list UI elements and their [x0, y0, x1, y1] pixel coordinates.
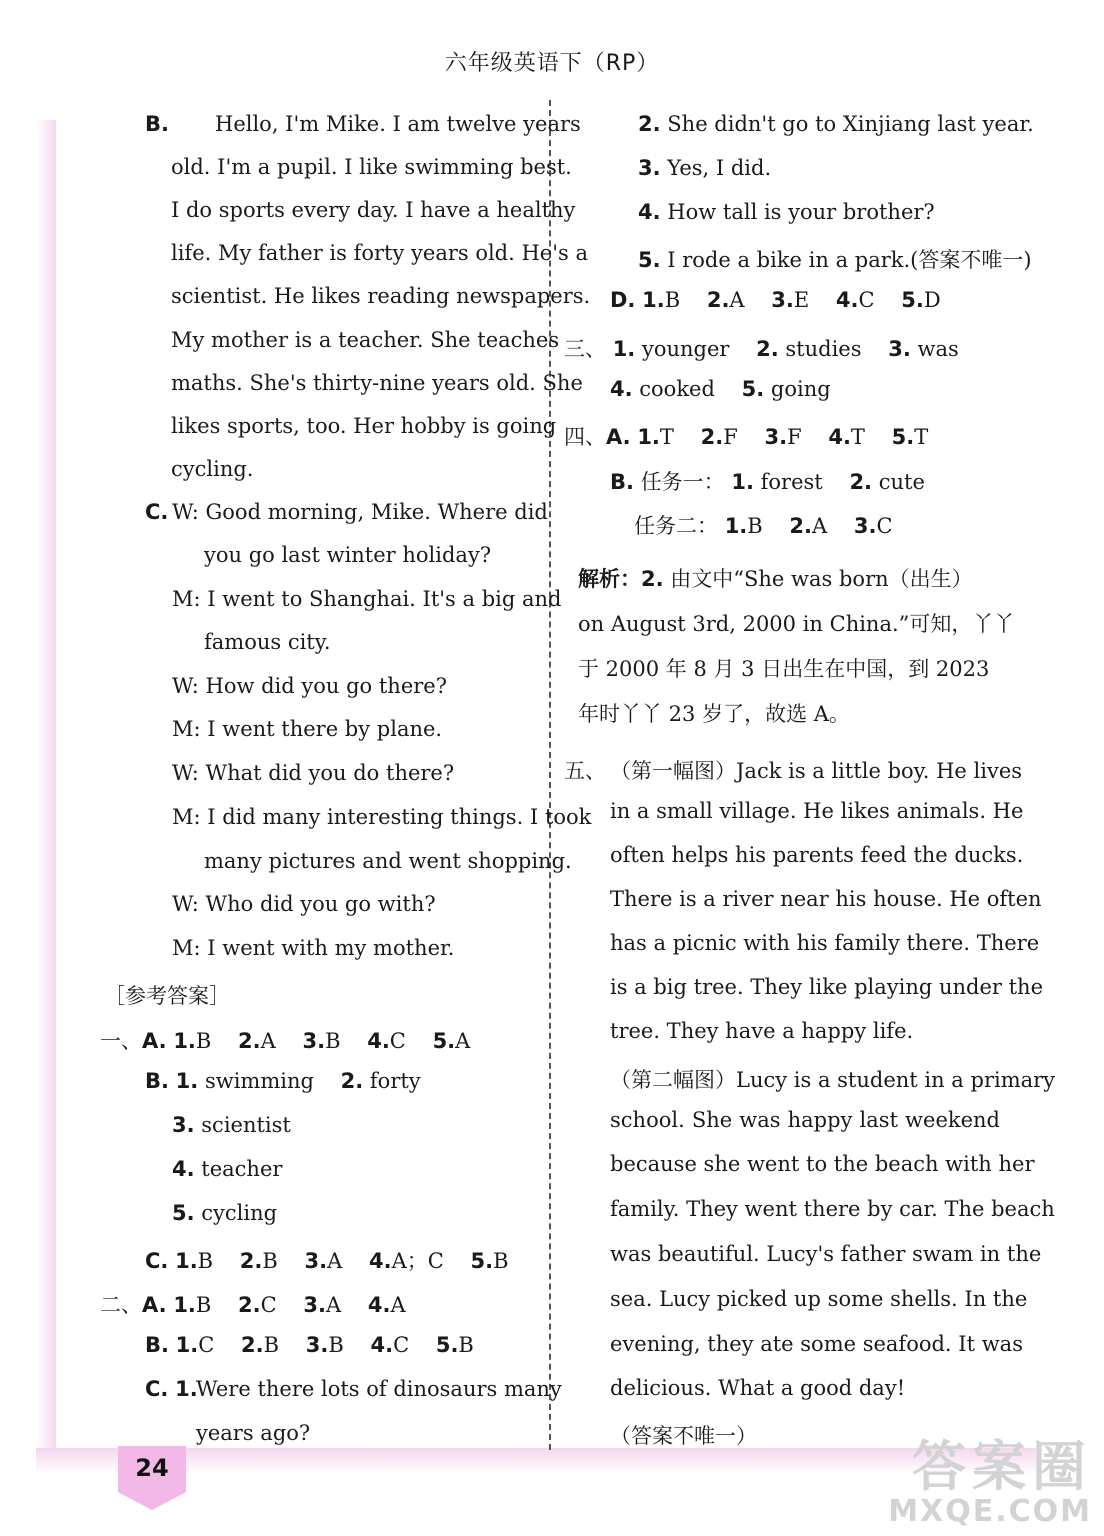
dialog-line: you go last winter holiday? [204, 543, 492, 567]
essay-line: delicious. What a good day! [610, 1376, 906, 1400]
watermark [888, 1435, 1092, 1529]
page-edge-bottom [36, 1448, 1036, 1474]
passage-line: My mother is a teacher. She teaches [171, 328, 560, 352]
section-mark: 二、 [100, 1293, 142, 1317]
dialog-line: W: How did you go there? [172, 674, 447, 698]
answer-row: 二、A. 1.B 2.C 3.A 4.A [100, 1293, 406, 1317]
answer-row: 4. How tall is your brother? [638, 200, 935, 224]
passage-line: scientist. He likes reading newspapers. [171, 284, 591, 308]
answer-line: Were there lots of dinosaurs many [196, 1377, 562, 1401]
analysis-line: on August 3rd, 2000 in China.”可知，丫丫 [578, 612, 1015, 636]
section-mark: 一、 [100, 1029, 142, 1053]
dialog-line: M: I went there by plane. [172, 717, 443, 741]
essay-line: evening, they ate some seafood. It was [610, 1332, 1023, 1356]
essay-line: in a small village. He likes animals. He [610, 799, 1024, 823]
dialog-line: W: What did you do there? [172, 761, 455, 785]
essay-note: （答案不唯一） [610, 1424, 757, 1448]
reference-answer-label: ［参考答案］ [104, 984, 230, 1008]
page-edge-left [36, 120, 56, 1450]
passage-line: I do sports every day. I have a healthy [171, 198, 576, 222]
dialog-line: W: Who did you go with? [172, 892, 436, 916]
essay-line: tree. They have a happy life. [610, 1019, 914, 1043]
answer-row: 4. teacher [172, 1157, 283, 1181]
watermark-cn: 答案圈 [912, 1435, 1092, 1498]
answer-row: 三、 1. younger 2. studies 3. was [564, 337, 959, 361]
answer-row: B. 任务一： 1. forest 2. cute [610, 470, 925, 494]
dialog-line: M: I did many interesting things. I took [172, 805, 592, 829]
answer-row: 2. She didn't go to Xinjiang last year. [638, 112, 1034, 136]
section-label: C. [145, 1377, 169, 1401]
answer-row: 3. scientist [172, 1113, 291, 1137]
section-mark: 五、 [564, 759, 606, 783]
passage-line: life. My father is forty years old. He's a [171, 241, 588, 265]
passage-line: old. I'm a pupil. I like swimming best. [171, 155, 572, 179]
dialog-line: many pictures and went shopping. [204, 849, 572, 873]
section-mark: 三、 [564, 337, 606, 361]
essay-line: （第二幅图）Lucy is a student in a primary [610, 1068, 1056, 1092]
answer-row: 四、A. 1.T 2.F 3.F 4.T 5.T [564, 425, 929, 449]
essay-line: family. They went there by car. The beach [610, 1197, 1055, 1221]
answer-row: C. 1.B 2.B 3.A 4.A；C 5.B [145, 1249, 509, 1273]
answer-row: 5. cycling [172, 1201, 278, 1225]
watermark-en: MXQE.COM [888, 1494, 1092, 1529]
essay-line: is a big tree. They like playing under the [610, 975, 1044, 999]
answer-row: 4. cooked 5. going [610, 377, 831, 401]
section-label: B. [145, 112, 169, 136]
essay-line: because she went to the beach with her [610, 1152, 1035, 1176]
page-number: 24 [135, 1454, 169, 1482]
answer-row: 5. I rode a bike in a park.(答案不唯一) [638, 248, 1032, 272]
section-mark: 四、 [564, 425, 606, 449]
analysis-line: 于 2000 年 8 月 3 日出生在中国，到 2023 [578, 657, 990, 681]
passage-line: likes sports, too. Her hobby is going [171, 414, 557, 438]
analysis-line: 年时丫丫 23 岁了，故选 A。 [578, 702, 850, 726]
answer-row: 3. Yes, I did. [638, 156, 772, 180]
passage-line: maths. She's thirty-nine years old. She [171, 371, 583, 395]
passage-line: cycling. [171, 457, 254, 481]
answer-row: 一、A. 1.B 2.A 3.B 4.C 5.A [100, 1029, 471, 1053]
essay-line: There is a river near his house. He often [610, 887, 1042, 911]
essay-line: sea. Lucy picked up some shells. In the [610, 1287, 1028, 1311]
analysis-line: 解析：2. 由文中“She was born（出生） [578, 567, 973, 591]
answer-line: years ago? [196, 1421, 311, 1445]
analysis-label: 解析： [578, 567, 641, 591]
essay-line: was beautiful. Lucy's father swam in the [610, 1242, 1042, 1266]
essay-line: （第一幅图）Jack is a little boy. He lives [610, 759, 1023, 783]
answer-row: B. 1.C 2.B 3.B 4.C 5.B [145, 1333, 474, 1357]
answer-row: D. 1.B 2.A 3.E 4.C 5.D [610, 288, 941, 312]
dialog-line: W: Good morning, Mike. Where did [172, 500, 548, 524]
dialog-line: M: I went to Shanghai. It's a big and [172, 587, 562, 611]
answer-row: B. 1. swimming 2. forty [145, 1069, 421, 1093]
answer-row: 任务二： 1.B 2.A 3.C [634, 514, 893, 538]
page-title: 六年级英语下（RP） [444, 51, 660, 76]
dialog-line: M: I went with my mother. [172, 936, 455, 960]
section-label: C. [145, 500, 169, 524]
essay-line: often helps his parents feed the ducks. [610, 843, 1024, 867]
dialog-line: famous city. [204, 630, 331, 654]
passage-line: Hello, I'm Mike. I am twelve years [215, 112, 581, 136]
essay-line: school. She was happy last weekend [610, 1108, 1000, 1132]
essay-line: has a picnic with his family there. There [610, 931, 1040, 955]
